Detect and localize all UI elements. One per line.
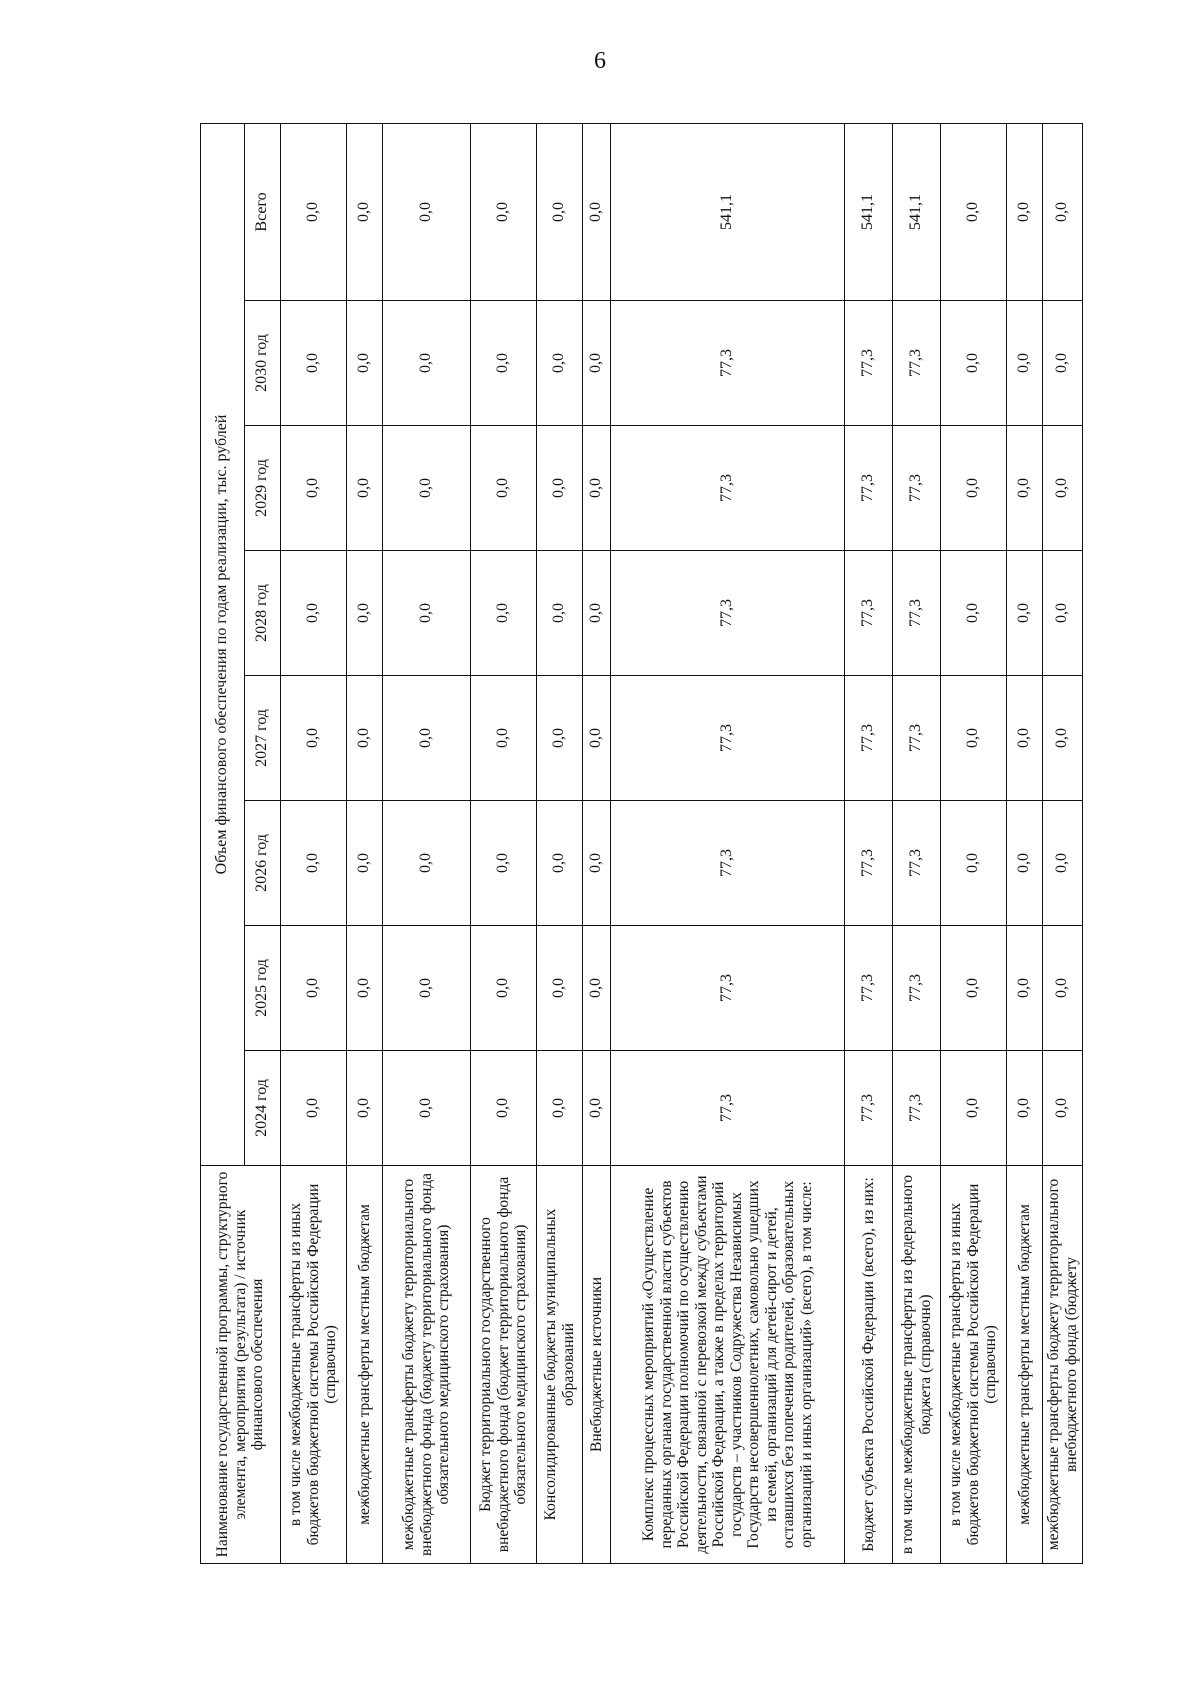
total-value-cell: 0,0 xyxy=(281,123,347,300)
row-source-name: в том числе межбюджетные трансферты из федерального бюджета (справочно) xyxy=(893,1166,941,1564)
year-value-cell: 0,0 xyxy=(537,801,583,926)
year-value-cell: 77,3 xyxy=(893,1051,941,1166)
year-header: 2029 год xyxy=(245,426,281,551)
total-value-cell: 541,1 xyxy=(893,123,941,300)
year-value-cell: 0,0 xyxy=(1007,801,1043,926)
table-row xyxy=(941,123,1007,1563)
year-value-cell: 0,0 xyxy=(583,426,611,551)
year-value-cell: 77,3 xyxy=(611,1051,845,1166)
year-value-cell: 0,0 xyxy=(1043,426,1083,551)
total-value-cell: 0,0 xyxy=(471,123,537,300)
rotated-table-container xyxy=(200,124,1078,1564)
year-value-cell: 0,0 xyxy=(583,1051,611,1166)
year-value-cell: 0,0 xyxy=(383,926,471,1051)
year-value-cell: 0,0 xyxy=(1007,301,1043,426)
page-number: 6 xyxy=(594,48,606,74)
year-value-cell: 0,0 xyxy=(1007,676,1043,801)
year-value-cell: 0,0 xyxy=(347,1051,383,1166)
year-value-cell: 0,0 xyxy=(383,551,471,676)
year-value-cell: 77,3 xyxy=(893,801,941,926)
year-value-cell: 0,0 xyxy=(281,926,347,1051)
year-value-cell: 77,3 xyxy=(611,926,845,1051)
year-value-cell: 77,3 xyxy=(893,676,941,801)
year-value-cell: 0,0 xyxy=(347,801,383,926)
row-source-name: Комплекс процессных мероприятий «Осуществление переданных органам государственной власти субъектов Российской Федерации полномочий по осуществлению деятельности, связанной с перевозкой между субъектами Российской Федерации, а также в пределах территорий государств – участников Содружества Независимых Государств несовершеннолетних, самовольно ушедших из семей, организаций для детей-сирот и детей, оставшихся без попечения родителей, образовательных организаций и иных организаций» (всего), в том числе: xyxy=(611,1166,845,1564)
year-value-cell: 0,0 xyxy=(347,426,383,551)
year-value-cell: 0,0 xyxy=(281,1051,347,1166)
year-value-cell: 0,0 xyxy=(347,551,383,676)
total-value-cell: 541,1 xyxy=(611,123,845,300)
year-value-cell: 0,0 xyxy=(471,301,537,426)
year-header: 2028 год xyxy=(245,551,281,676)
year-value-cell: 0,0 xyxy=(583,301,611,426)
name-column-header: Наименование государственной программы, структурного элемента, мероприятия (результата) / источник финансового обеспечения xyxy=(201,1166,281,1564)
year-header: 2026 год xyxy=(245,801,281,926)
year-value-cell: 0,0 xyxy=(941,426,1007,551)
financing-table xyxy=(200,123,1083,1564)
table-row xyxy=(611,123,845,1563)
year-value-cell: 0,0 xyxy=(347,926,383,1051)
year-value-cell: 0,0 xyxy=(1007,926,1043,1051)
year-value-cell: 0,0 xyxy=(537,1051,583,1166)
year-value-cell: 0,0 xyxy=(537,926,583,1051)
row-source-name: межбюджетные трансферты бюджету территориального внебюджетного фонда (бюджету xyxy=(1043,1166,1083,1564)
year-value-cell: 0,0 xyxy=(281,801,347,926)
year-value-cell: 77,3 xyxy=(893,551,941,676)
row-source-name: межбюджетные трансферты бюджету территориального внебюджетного фонда (бюджету территориального фонда обязательного медицинского страхования) xyxy=(383,1166,471,1564)
table-body xyxy=(281,123,1083,1563)
total-value-cell: 0,0 xyxy=(1043,123,1083,300)
year-value-cell: 0,0 xyxy=(383,801,471,926)
table-row xyxy=(383,123,471,1563)
year-value-cell: 0,0 xyxy=(471,551,537,676)
total-value-cell: 541,1 xyxy=(845,123,893,300)
year-header: 2027 год xyxy=(245,676,281,801)
year-value-cell: 0,0 xyxy=(383,301,471,426)
year-value-cell: 0,0 xyxy=(583,801,611,926)
year-value-cell: 0,0 xyxy=(537,676,583,801)
table-row xyxy=(471,123,537,1563)
year-value-cell: 77,3 xyxy=(611,676,845,801)
year-value-cell: 0,0 xyxy=(281,551,347,676)
year-value-cell: 0,0 xyxy=(1043,551,1083,676)
year-value-cell: 0,0 xyxy=(941,301,1007,426)
total-value-cell: 0,0 xyxy=(347,123,383,300)
year-value-cell: 77,3 xyxy=(611,801,845,926)
row-source-name: межбюджетные трансферты местным бюджетам xyxy=(347,1166,383,1564)
year-value-cell: 0,0 xyxy=(537,551,583,676)
year-value-cell: 77,3 xyxy=(845,301,893,426)
row-source-name: Бюджет территориального государственного внебюджетного фонда (бюджет территориального фонда обязательного медицинского страхования) xyxy=(471,1166,537,1564)
year-value-cell: 0,0 xyxy=(1043,676,1083,801)
table-row xyxy=(845,123,893,1563)
year-value-cell: 0,0 xyxy=(537,301,583,426)
year-value-cell: 0,0 xyxy=(941,801,1007,926)
year-value-cell: 0,0 xyxy=(1007,426,1043,551)
year-value-cell: 0,0 xyxy=(471,1051,537,1166)
year-value-cell: 77,3 xyxy=(893,926,941,1051)
year-value-cell: 0,0 xyxy=(383,1051,471,1166)
total-value-cell: 0,0 xyxy=(1007,123,1043,300)
year-value-cell: 0,0 xyxy=(583,551,611,676)
year-value-cell: 77,3 xyxy=(845,426,893,551)
row-source-name: межбюджетные трансферты местным бюджетам xyxy=(1007,1166,1043,1564)
year-value-cell: 0,0 xyxy=(1043,801,1083,926)
table-row xyxy=(347,123,383,1563)
year-header: 2024 год xyxy=(245,1051,281,1166)
year-value-cell: 0,0 xyxy=(941,1051,1007,1166)
year-value-cell: 77,3 xyxy=(611,426,845,551)
year-value-cell: 0,0 xyxy=(537,426,583,551)
year-value-cell: 0,0 xyxy=(1007,1051,1043,1166)
table-row xyxy=(1007,123,1043,1563)
table-row xyxy=(1043,123,1083,1563)
year-value-cell: 77,3 xyxy=(845,1051,893,1166)
year-value-cell: 0,0 xyxy=(281,301,347,426)
total-value-cell: 0,0 xyxy=(941,123,1007,300)
year-value-cell: 0,0 xyxy=(347,676,383,801)
table-row xyxy=(537,123,583,1563)
financing-group-header: Объем финансового обеспечения по годам реализации, тыс. рублей xyxy=(201,123,245,1165)
year-value-cell: 0,0 xyxy=(281,426,347,551)
total-value-cell: 0,0 xyxy=(583,123,611,300)
year-header: 2030 год xyxy=(245,301,281,426)
year-value-cell: 0,0 xyxy=(1007,551,1043,676)
year-value-cell: 0,0 xyxy=(1043,926,1083,1051)
year-value-cell: 77,3 xyxy=(845,801,893,926)
row-source-name: Внебюджетные источники xyxy=(583,1166,611,1564)
year-value-cell: 77,3 xyxy=(845,551,893,676)
year-value-cell: 0,0 xyxy=(471,676,537,801)
year-value-cell: 0,0 xyxy=(1043,1051,1083,1166)
row-source-name: в том числе межбюджетные трансферты из иных бюджетов бюджетной системы Российской Федерации (справочно) xyxy=(941,1166,1007,1564)
year-value-cell: 77,3 xyxy=(893,426,941,551)
year-value-cell: 0,0 xyxy=(583,926,611,1051)
year-value-cell: 0,0 xyxy=(383,676,471,801)
row-source-name: Бюджет субъекта Российской Федерации (всего), из них: xyxy=(845,1166,893,1564)
year-value-cell: 0,0 xyxy=(1043,301,1083,426)
total-header: Всего xyxy=(245,123,281,300)
year-value-cell: 0,0 xyxy=(383,426,471,551)
year-value-cell: 0,0 xyxy=(471,426,537,551)
row-source-name: в том числе межбюджетные трансферты из иных бюджетов бюджетной системы Российской Федерации (справочно) xyxy=(281,1166,347,1564)
year-value-cell: 0,0 xyxy=(941,551,1007,676)
year-value-cell: 0,0 xyxy=(347,301,383,426)
year-value-cell: 0,0 xyxy=(471,926,537,1051)
year-value-cell: 77,3 xyxy=(611,301,845,426)
year-value-cell: 77,3 xyxy=(845,926,893,1051)
year-value-cell: 77,3 xyxy=(611,551,845,676)
year-header: 2025 год xyxy=(245,926,281,1051)
table-row xyxy=(281,123,347,1563)
total-value-cell: 0,0 xyxy=(383,123,471,300)
year-value-cell: 0,0 xyxy=(281,676,347,801)
year-value-cell: 0,0 xyxy=(471,801,537,926)
year-value-cell: 0,0 xyxy=(941,676,1007,801)
year-value-cell: 77,3 xyxy=(893,301,941,426)
row-source-name: Консолидированные бюджеты муниципальных образований xyxy=(537,1166,583,1564)
total-value-cell: 0,0 xyxy=(537,123,583,300)
table-row xyxy=(893,123,941,1563)
year-value-cell: 77,3 xyxy=(845,676,893,801)
table-row xyxy=(583,123,611,1563)
year-value-cell: 0,0 xyxy=(941,926,1007,1051)
year-value-cell: 0,0 xyxy=(583,676,611,801)
